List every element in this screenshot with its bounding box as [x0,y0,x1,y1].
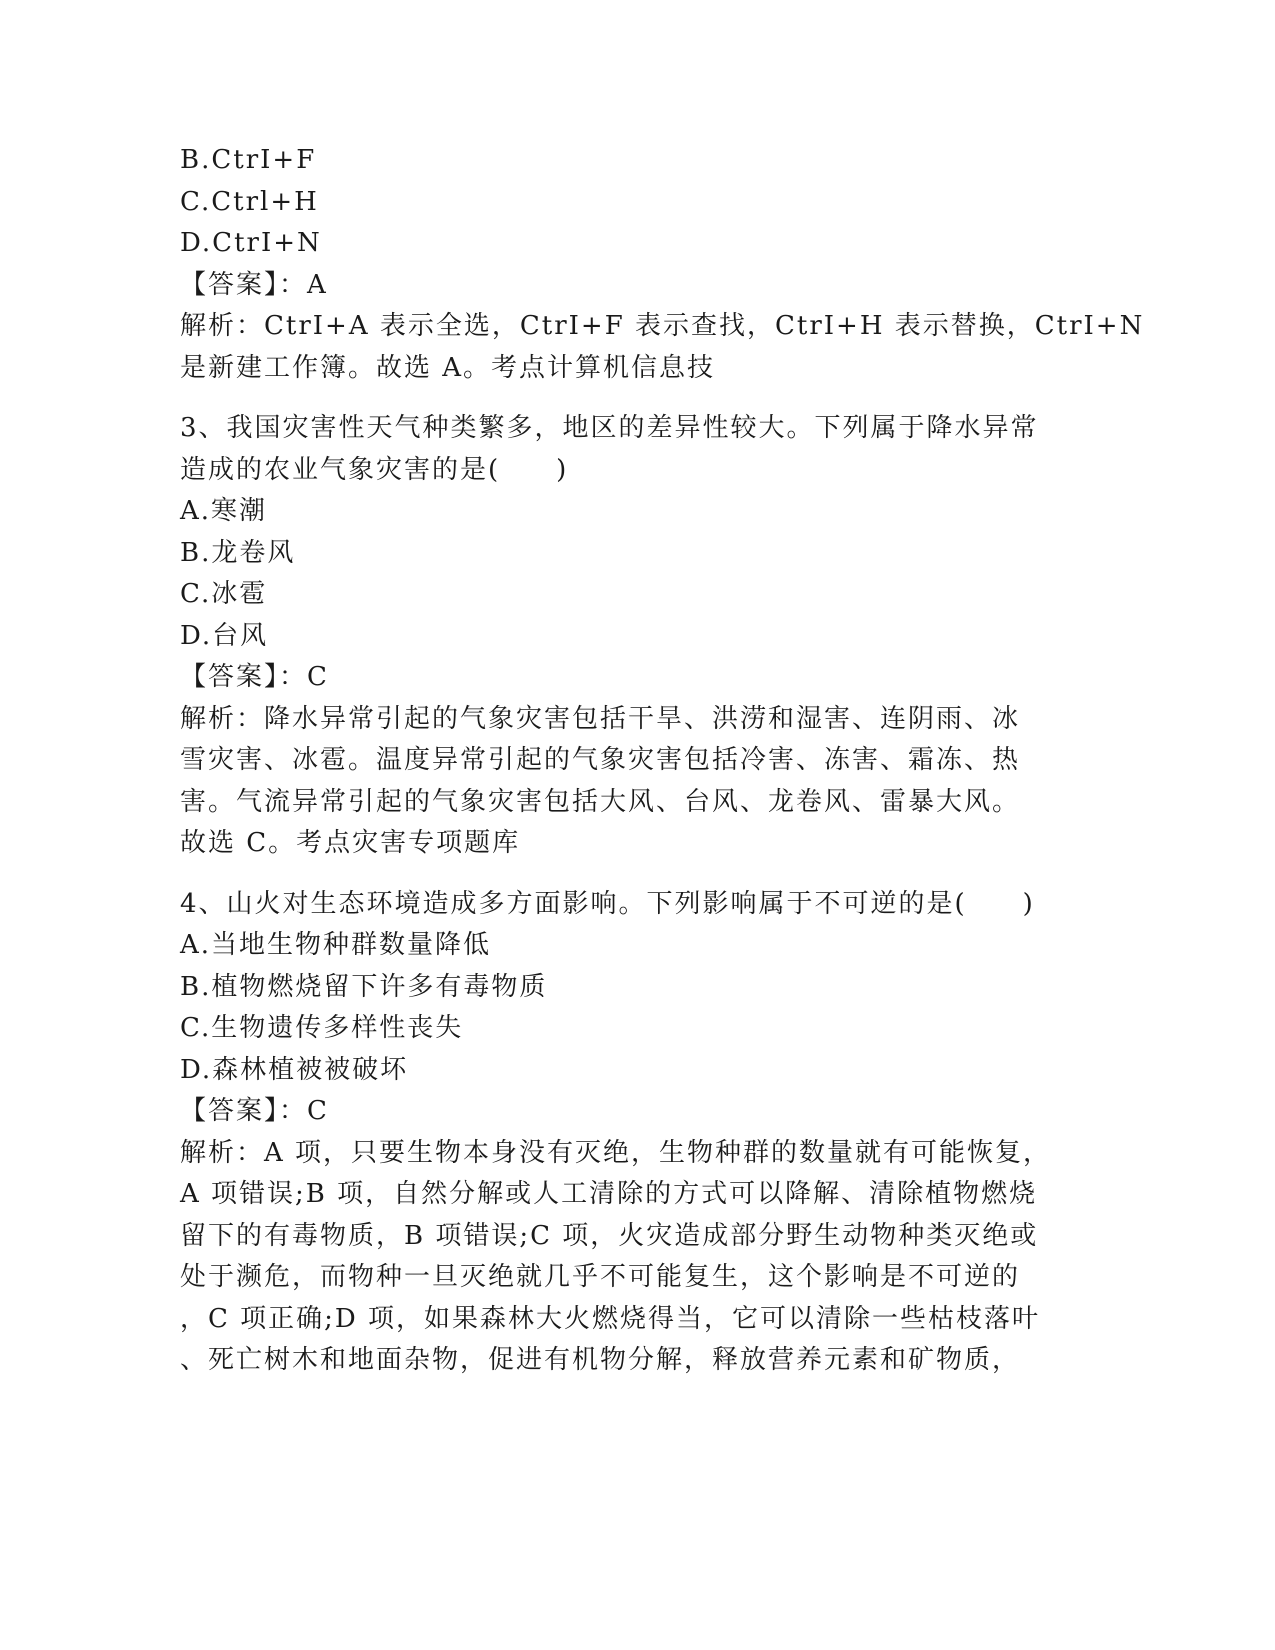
answer-line: 【答案】：C [180,662,329,692]
analysis-line: 留下的有毒物质，B 项错误;C 项，火灾造成部分野生动物种类灭绝或 [180,1220,1039,1251]
question-stem: 造成的农业气象灾害的是( ) [180,454,569,485]
question-3 [180,408,1070,865]
analysis-line: A 项错误;B 项，自然分解或人工清除的方式可以降解、清除植物燃烧 [180,1179,1038,1209]
option-b: B.植物燃烧留下许多有毒物质 [180,971,548,1002]
option-d: D.台风 [180,620,269,651]
analysis-line: 故选 C。考点灾害专项题库 [180,828,521,858]
analysis-line: 是新建工作簿。故选 A。考点计算机信息技 [180,352,716,383]
analysis-line: 雪灾害、冰雹。温度异常引起的气象灾害包括冷害、冻害、霜冻、热 [180,745,1021,775]
question-stem: 3、我国灾害性天气种类繁多，地区的差异性较大。下列属于降水异常 [180,413,1039,443]
question-stem: 4、山火对生态环境造成多方面影响。下列影响属于不可逆的是( ) [180,888,1035,919]
analysis-line: 处于濒危，而物种一旦灭绝就几乎不可能复生，这个影响是不可逆的 [180,1262,1021,1292]
option-b: B.CtrI+F [180,145,317,175]
option-b: B.龙卷风 [180,537,296,568]
analysis-line: 解析：A 项，只要生物本身没有灭绝，生物种群的数量就有可能恢复， [180,1137,1052,1168]
option-a: A.寒潮 [180,496,268,526]
option-d: D.CtrI+N [180,228,322,258]
analysis-line: 害。气流异常引起的气象灾害包括大风、台风、龙卷风、雷暴大风。 [180,786,1021,817]
analysis-line: 解析：CtrI+A 表示全选，CtrI+F 表示查找，CtrI+H 表示替换，CtrI+N [180,311,1145,341]
option-c: C.生物遗传多样性丧失 [180,1013,464,1043]
answer-line: 【答案】：A [180,269,328,300]
option-c: C.冰雹 [180,579,268,609]
option-c: C.Ctrl+H [180,186,319,217]
analysis-line: ，C 项正确;D 项，如果森林大火燃烧得当，它可以清除一些枯枝落叶 [180,1303,1041,1334]
page-content [180,140,1145,1382]
option-a: A.当地生物种群数量降低 [180,930,492,960]
question-4 [180,884,1070,1382]
option-d: D.森林植被被破坏 [180,1054,409,1085]
question-2-tail [180,140,1145,389]
answer-line: 【答案】：C [180,1096,329,1126]
analysis-line: 解析：降水异常引起的气象灾害包括干旱、洪涝和湿害、连阴雨、冰 [180,703,1021,734]
analysis-line: 、死亡树木和地面杂物，促进有机物分解，释放营养元素和矿物质， [180,1345,1021,1375]
